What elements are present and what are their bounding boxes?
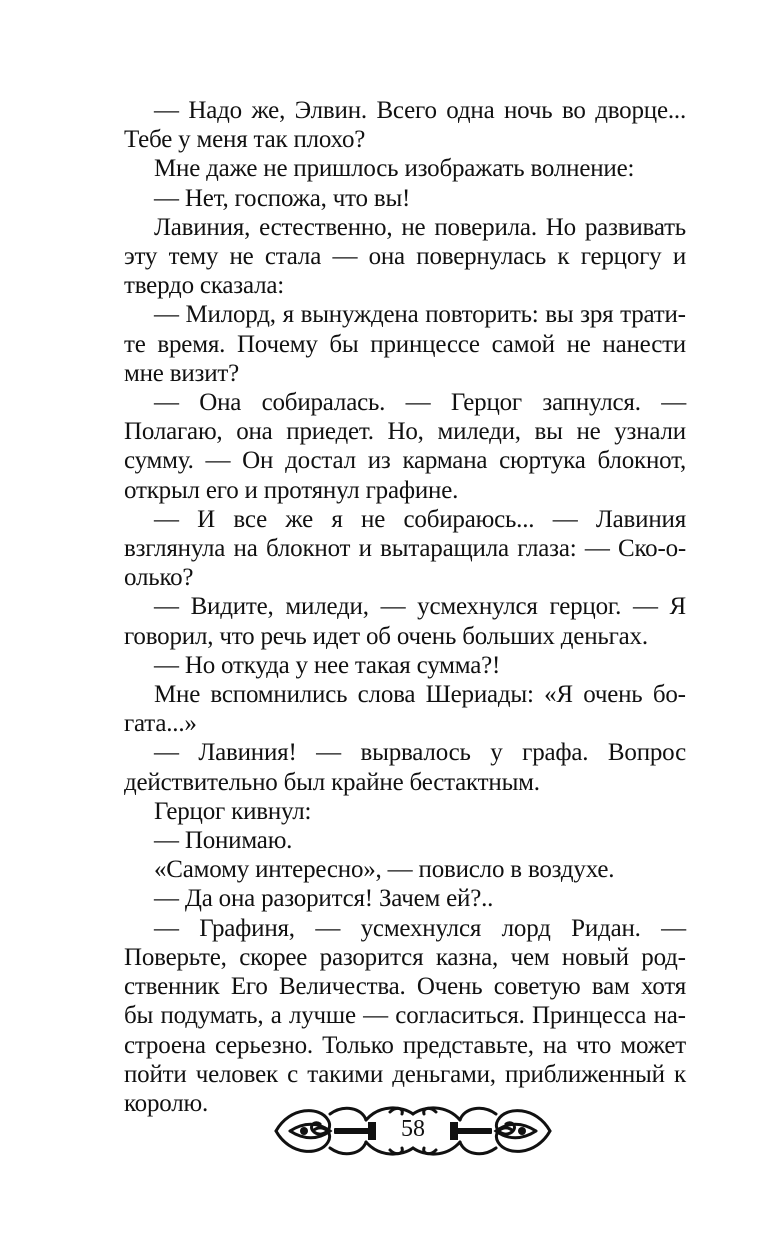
paragraph-10: Мне вспомнились слова Шериады: «Я очень богата...»	[124, 681, 686, 738]
paragraph-4: Лавиния, естественно, не поверила. Но развивать эту тему не стала — она повернулась к герцогу и твердо сказала:	[124, 213, 686, 300]
paragraph-9: — Но откуда у нее такая сумма?!	[154, 651, 501, 679]
paragraph-6: — Она собиралась. — Герцог запнулся. — Полагаю, она приедет. Но, миледи, вы не узнали сумму. — Он достал из кармана сюртука блокнот, открыл его и протянул графине.	[124, 389, 686, 504]
paragraph-11: — Лавиния! — вырвалось у графа. Вопрос действительно был крайне бестактным.	[124, 739, 686, 796]
paragraph-1: — Надо же, Элвин. Всего одна ночь во дворце... Тебе у меня так плохо?	[124, 97, 686, 154]
paragraph-7: — И все же я не собираюсь... — Лавиния взглянула на блокнот и вытаращила глаза: — Ско-о-олько?	[124, 505, 686, 592]
page-ornament	[270, 1100, 556, 1162]
paragraph-13: — Понимаю.	[154, 827, 293, 855]
paragraph-3: — Нет, госпожа, что вы!	[154, 184, 411, 212]
paragraph-16: — Графиня, — усмехнулся лорд Ридан. — Поверьте, скорее разорится казна, чем новый родственник Его Величества. Очень советую вам хотя бы подумать, а лучше — согласиться. Принцесса настроена серьезно. Только представьте, на что может пойти человек с такими деньгами, приближенный к королю.	[124, 914, 686, 1117]
paragraph-14: «Самому интересно», — повисло в воздухе.	[154, 856, 615, 884]
paragraph-15: — Да она разорится! Зачем ей?..	[154, 885, 494, 913]
page-number: 58	[401, 1116, 425, 1142]
paragraph-2: Мне даже не пришлось изображать волнение:	[154, 155, 635, 183]
page-text	[124, 96, 686, 1118]
paragraph-8: — Видите, миледи, — усмехнулся герцог. — Я говорил, что речь идет об очень больших деньгах.	[124, 593, 686, 650]
paragraph-12: Герцог кивнул:	[154, 797, 312, 825]
paragraph-5: — Милорд, я вынуждена повторить: вы зря тратите время. Почему бы принцессе самой не нанести мне визит?	[124, 301, 686, 387]
